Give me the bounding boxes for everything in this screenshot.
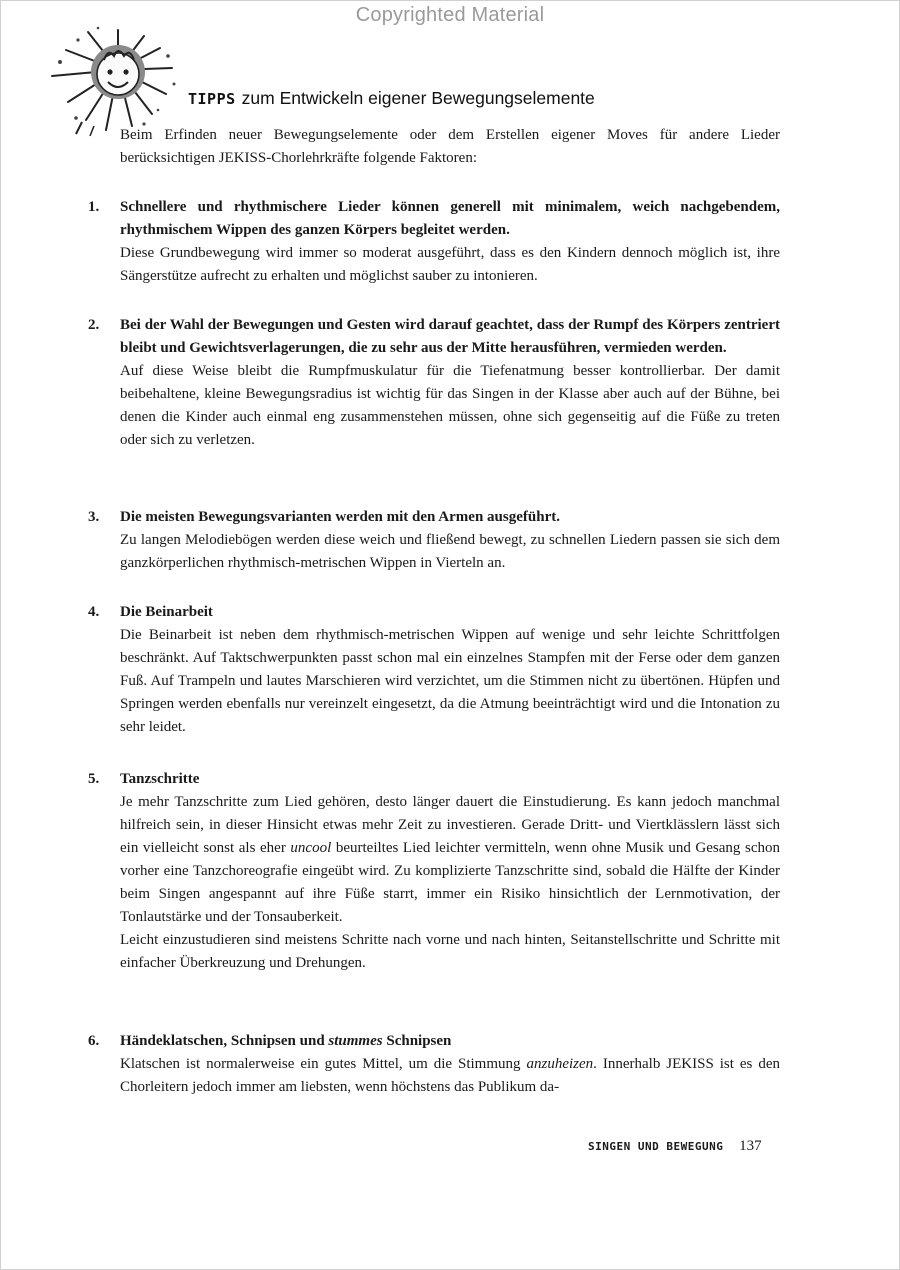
sun-face-logo bbox=[48, 26, 180, 138]
list-item-3 bbox=[88, 506, 780, 575]
item-title: Die meisten Bewegungsvarianten werden mit den Armen ausgeführt. bbox=[120, 509, 560, 525]
emphasis-text: anzuheizen bbox=[526, 1056, 594, 1072]
title-text: Schnipsen bbox=[382, 1033, 452, 1049]
item-paragraph bbox=[120, 1053, 780, 1099]
item-paragraph: Zu langen Melodiebögen werden diese weich und fließend bewegt, zu schnellen Liedern passen sie sich dem ganzkörperlichen rhythmisch-metrischen Wippen in Vierteln an. bbox=[120, 532, 780, 571]
item-title: Bei der Wahl der Bewegungen und Gesten wird darauf geachtet, dass der Rumpf des Körpers zentriert bleibt und Gewichtsverlagerungen, die zu sehr aus der Mitte herausführen, vermieden werden. bbox=[120, 317, 780, 356]
item-number: 3. bbox=[88, 509, 100, 525]
intro-paragraph: Beim Erfinden neuer Bewegungselemente oder dem Erstellen eigener Moves für andere Lieder berücksichtigen JEKISS-Chorlehrkräfte folgende Faktoren: bbox=[120, 127, 780, 166]
paragraph-text: beurteiltes Lied leichter vermitteln, wenn ohne Musik und Gesang schon vorher eine Tanzchoreografie eingeübt wird. Zu komplizierte Tanzschritte sind, sobald die Hälfte der Kinder beim Singen angespannt auf ihre Füße starrt, immer ein Risiko hinsichtlich der Lernmotivation, der Tonlautstärke und der Tonsauberkeit. bbox=[120, 840, 780, 925]
item-title: Schnellere und rhythmischere Lieder können generell mit minimalem, weich nachgebendem, rhythmischem Wippen des ganzen Körpers begleitet werden. bbox=[120, 199, 780, 238]
item-number: 6. bbox=[88, 1033, 100, 1049]
page-number: 137 bbox=[739, 1138, 762, 1154]
page-footer bbox=[588, 1138, 762, 1155]
emphasis-text: stummes bbox=[328, 1033, 383, 1049]
item-paragraph: Auf diese Weise bleibt die Rumpfmuskulatur für die Tiefenatmung besser kontrollierbar. Der damit beibehaltene, kleine Bewegungsradius ist wichtig für das Singen in der Klasse aber auch auf der Bühne, bei denen die Kinder auch einmal eng zusammenstehen müssen, ohne sich gegenseitig auf die Füße zu treten oder sich zu verletzen. bbox=[120, 363, 780, 448]
list-item-4 bbox=[88, 601, 780, 739]
list-item-1 bbox=[88, 196, 780, 288]
item-paragraph: Leicht einzustudieren sind meistens Schritte nach vorne und nach hinten, Seitanstellschritte und Schritte mit einfacher Überkreuzung und Drehungen. bbox=[120, 932, 780, 971]
watermark: Copyrighted Material bbox=[355, 4, 545, 26]
paragraph-text: Klatschen ist normalerweise ein gutes Mittel, um die Stimmung bbox=[120, 1056, 527, 1072]
list-item-6 bbox=[88, 1030, 780, 1099]
paragraph-text: Je mehr Tanzschritte zum Lied gehören, desto länger dauert die Einstudierung. Es kann jedoch manchmal hilfreich sein, in dieser Hinsicht etwas mehr Zeit zu investieren. Gerade Dritt- und Viertklässlern lässt sich ein vielleicht sonst als eher bbox=[120, 794, 780, 856]
paragraph-text: . Innerhalb JEKISS ist es den Chorleitern jedoch immer am liebsten, wenn höchstens das Publikum da- bbox=[120, 1056, 781, 1095]
heading-text: zum Entwickeln eigener Bewegungselemente bbox=[241, 88, 595, 108]
item-number: 5. bbox=[88, 771, 100, 787]
list-item-2 bbox=[88, 314, 780, 452]
item-title: Die Beinarbeit bbox=[120, 604, 213, 620]
footer-section-title: SINGEN UND BEWEGUNG bbox=[588, 1140, 724, 1153]
item-number: 1. bbox=[88, 199, 100, 215]
item-title bbox=[120, 1030, 780, 1053]
page-heading bbox=[188, 88, 595, 109]
item-paragraph bbox=[120, 791, 780, 929]
item-number: 2. bbox=[88, 317, 100, 333]
tipps-label: TIPPS bbox=[188, 90, 236, 108]
list-item-5 bbox=[88, 768, 780, 975]
item-number: 4. bbox=[88, 604, 100, 620]
title-text: Händeklatschen, Schnipsen und bbox=[120, 1033, 329, 1049]
emphasis-text: uncool bbox=[290, 840, 332, 856]
item-title: Tanzschritte bbox=[120, 771, 200, 787]
item-paragraph: Diese Grundbewegung wird immer so moderat ausgeführt, dass es den Kindern dennoch möglich ist, ihre Sängerstütze aufrecht zu erhalten und möglichst sauber zu intonieren. bbox=[120, 245, 780, 284]
item-paragraph: Die Beinarbeit ist neben dem rhythmisch-metrischen Wippen auf wenige und sehr leichte Schrittfolgen beschränkt. Auf Taktschwerpunkten passt schon mal ein einzelnes Stampfen mit der Ferse oder dem ganzen Fuß. Auf Trampeln und lautes Marschieren wird verzichtet, um die Stimmen nicht zu übertönen. Hüpfen und Springen werden ebenfalls nur vereinzelt eingesetzt, da die Atmung beeinträchtigt wird und die Intonation zu sehr leidet. bbox=[120, 627, 780, 735]
